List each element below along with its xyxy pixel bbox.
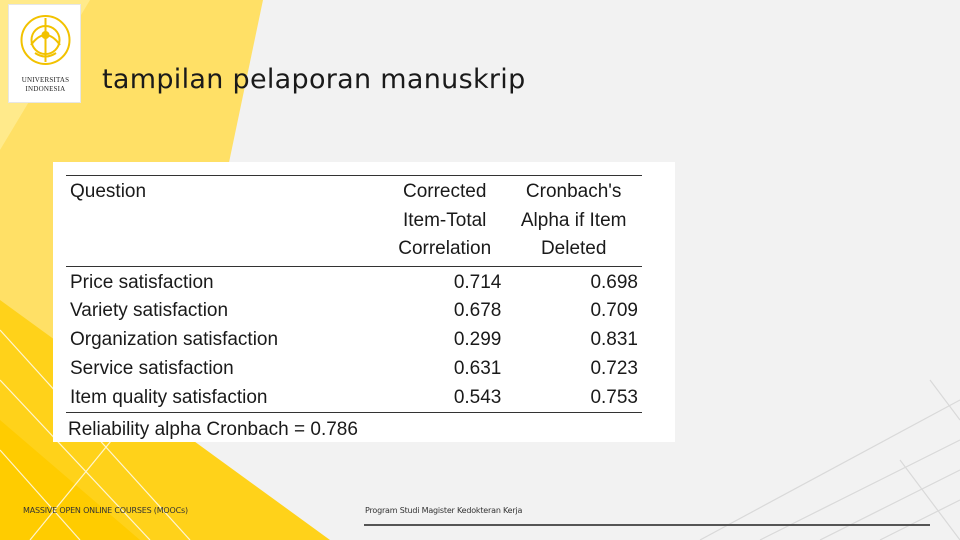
row-alpha: 0.709 [590, 300, 638, 322]
row-correlation: 0.299 [453, 329, 502, 351]
table-image-panel [53, 162, 675, 442]
header-question: Question [66, 176, 384, 267]
reliability-footnote: Reliability alpha Cronbach = 0.786 [68, 419, 358, 440]
row-question: Price satisfaction [70, 271, 214, 293]
slide-title: tampilan pelaporan manuskrip [102, 64, 526, 95]
table-row [66, 326, 642, 355]
footer-program-label: Program Studi Magister Kedokteran Kerja [365, 506, 523, 515]
row-alpha: 0.831 [590, 329, 638, 351]
row-alpha: 0.753 [505, 384, 642, 413]
footer-course-label: MASSIVE OPEN ONLINE COURSES (MOOCs) [23, 506, 188, 515]
logo-text-line2: INDONESIA [25, 85, 66, 93]
makara-emblem-icon [9, 5, 82, 75]
row-correlation: 0.543 [384, 384, 505, 413]
table-row [66, 266, 642, 297]
row-correlation: 0.678 [453, 300, 502, 322]
logo-text-line1: UNIVERSITAS [21, 76, 70, 84]
footer-divider [364, 524, 930, 526]
table-row [66, 384, 642, 413]
row-question: Item quality satisfaction [66, 384, 384, 413]
university-logo [8, 4, 81, 103]
table-row [66, 297, 642, 326]
row-alpha: 0.698 [590, 271, 638, 293]
row-correlation: 0.714 [453, 271, 502, 293]
row-question: Organization satisfaction [70, 329, 279, 351]
row-question: Variety satisfaction [70, 300, 229, 322]
table-row [66, 355, 642, 384]
reliability-table [66, 175, 642, 413]
header-alpha-if-item-deleted: Cronbach's Alpha if Item Deleted [505, 176, 642, 267]
header-corrected-item-total-correlation: Corrected Item-Total Correlation [384, 176, 505, 267]
row-correlation: 0.631 [453, 357, 502, 379]
row-question: Service satisfaction [70, 357, 234, 379]
row-alpha: 0.723 [590, 357, 638, 379]
table-header-row [66, 176, 642, 267]
